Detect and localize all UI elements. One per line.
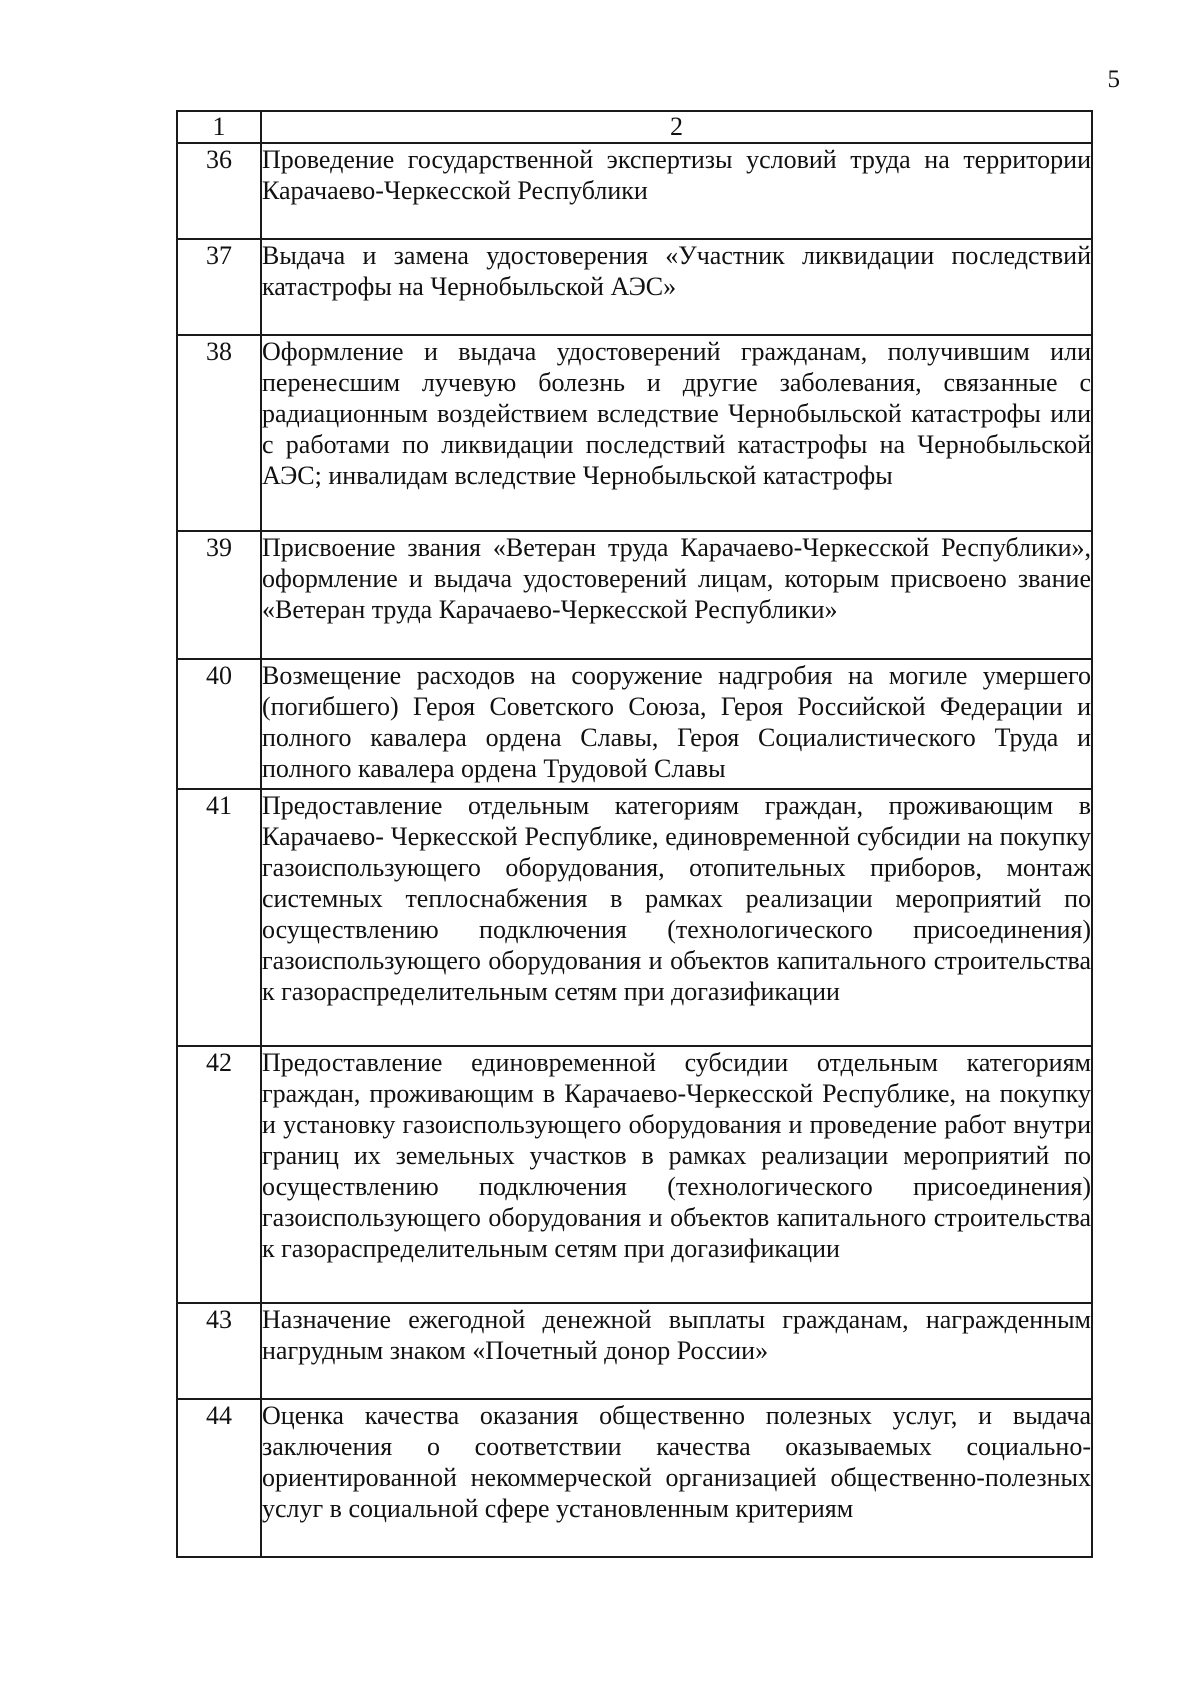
row-text: Назначение ежегодной денежной выплаты гражданам, награжденным нагрудным знаком «Почетный донор России» [261,1303,1092,1399]
row-text: Возмещение расходов на сооружение надгробия на могиле умершего (погибшего) Героя Советского Союза, Героя Российской Федерации и полного кавалера ордена Славы, Героя Социалистического Труда и полного кавалера ордена Трудовой Славы [261,659,1092,789]
row-text: Оформление и выдача удостоверений гражданам, получившим или перенесшим лучевую болезнь и другие заболевания, связанные с радиационным воздействием вследствие Чернобыльской катастрофы или с работами по ликвидации последствий катастрофы на Чернобыльской АЭС; инвалидам вследствие Чернобыльской катастрофы [261,335,1092,531]
row-number: 39 [177,531,261,659]
table-header-row [177,111,1092,143]
row-number: 43 [177,1303,261,1399]
row-text: Выдача и замена удостоверения «Участник ликвидации последствий катастрофы на Чернобыльской АЭС» [261,239,1092,335]
row-text: Присвоение звания «Ветеран труда Карачаево-Черкесской Республики», оформление и выдача удостоверений лицам, которым присвоено звание «Ветеран труда Карачаево-Черкесской Республики» [261,531,1092,659]
header-col-1: 1 [177,111,261,143]
row-number: 42 [177,1046,261,1303]
row-text: Оценка качества оказания общественно полезных услуг, и выдача заключения о соответствии качества оказываемых социально-ориентированной некоммерческой организацией общественно-полезных услуг в социальной сфере установленным критериям [261,1399,1092,1557]
row-text: Предоставление отдельным категориям граждан, проживающим в Карачаево- Черкесской Республике, единовременной субсидии на покупку газоиспользующего оборудования, отопительных приборов, монтаж системных теплоснабжения в рамках реализации мероприятий по осуществлению подключения (технологического присоединения) газоиспользующего оборудования и объектов капитального строительства к газораспределительным сетям при догазификации [261,789,1092,1046]
page-number: 5 [1107,66,1120,93]
row-number: 41 [177,789,261,1046]
table-row [177,1303,1092,1399]
table-row [177,143,1092,239]
row-number: 36 [177,143,261,239]
row-number: 40 [177,659,261,789]
table-row [177,1399,1092,1557]
row-text: Предоставление единовременной субсидии отдельным категориям граждан, проживающим в Карачаево-Черкесской Республике, на покупку и установку газоиспользующего оборудования и проведение работ внутри границ их земельных участков в рамках реализации мероприятий по осуществлению подключения (технологического присоединения) газоиспользующего оборудования и объектов капитального строительства к газораспределительным сетям при догазификации [261,1046,1092,1303]
header-col-2: 2 [261,111,1092,143]
row-number: 37 [177,239,261,335]
services-table [176,110,1093,1558]
table-row [177,335,1092,531]
table-row [177,1046,1092,1303]
table-row [177,789,1092,1046]
row-number: 38 [177,335,261,531]
row-number: 44 [177,1399,261,1557]
table-row [177,239,1092,335]
row-text: Проведение государственной экспертизы условий труда на территории Карачаево-Черкесской Республики [261,143,1092,239]
table-row [177,531,1092,659]
table-row [177,659,1092,789]
